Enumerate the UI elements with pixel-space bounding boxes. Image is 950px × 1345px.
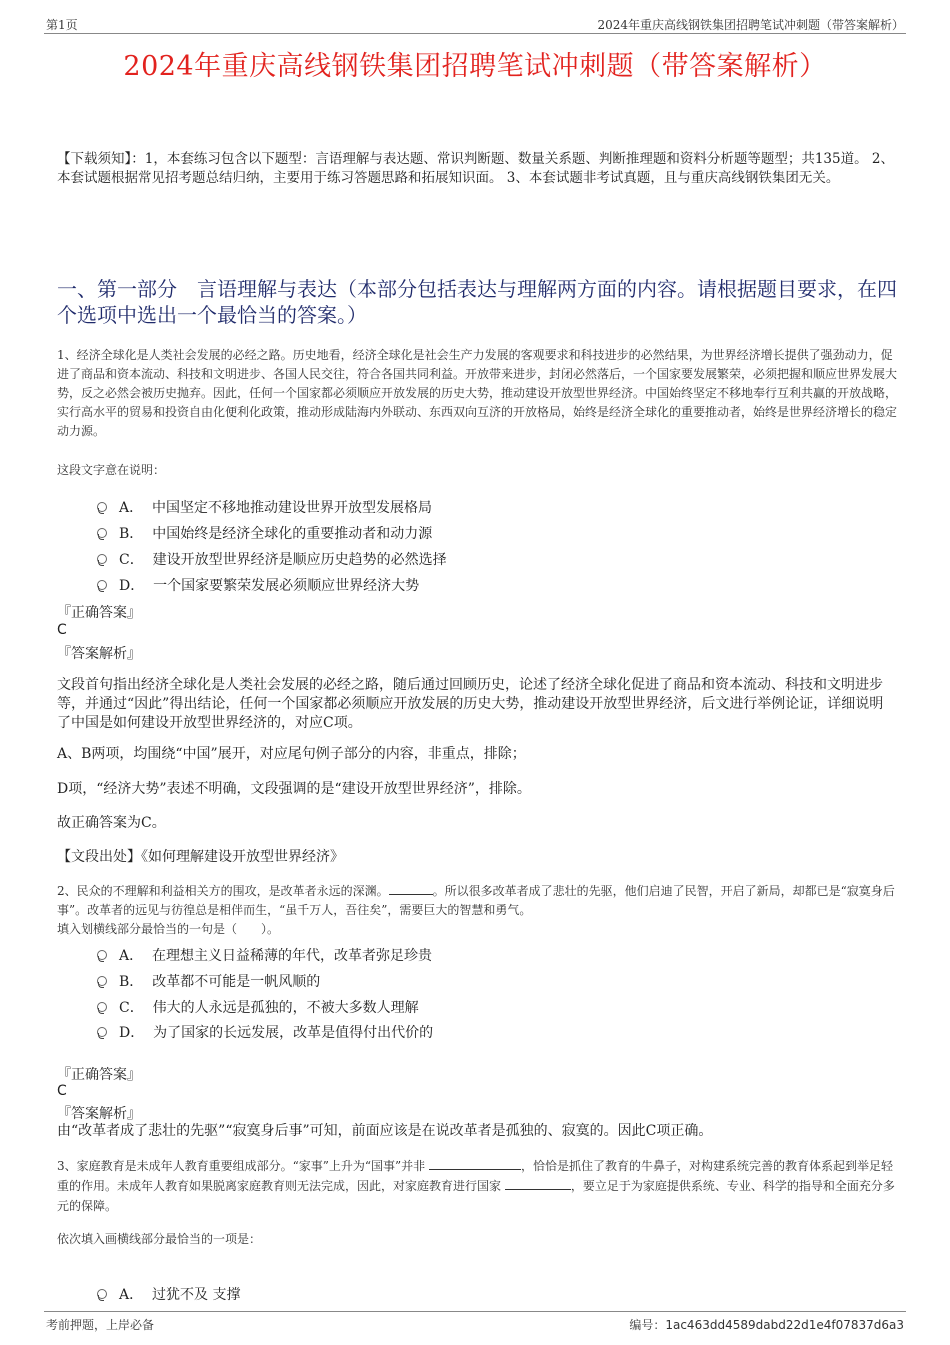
question-2-option-d[interactable]: D． 为了国家的长远发展，改革是值得付出代价的 <box>97 1022 433 1042</box>
question-1-answer-label: 『正确答案』 <box>57 605 141 621</box>
question-2-option-a[interactable]: A． 在理想主义日益稀薄的年代，改革者弥足珍贵 <box>97 945 432 965</box>
radio-icon[interactable] <box>97 580 107 590</box>
question-1-option-a[interactable]: A． 中国坚定不移地推动建设世界开放型发展格局 <box>97 497 432 517</box>
footer-slogan: 考前押题，上岸必备 <box>46 1318 155 1332</box>
radio-icon[interactable] <box>97 1002 107 1012</box>
question-3-option-a[interactable]: A． 过犹不及 支撑 <box>97 1284 240 1304</box>
question-1-analysis-p1: 文段首句指出经济全球化是人类社会发展的必经之路，随后通过回顾历史，论述了经济全球化促进了商品和资本流动、科技和文明进步等，并通过“因此”得出结论，任何一个国家都必须顺应开放发展的历史大势，推动建设开放型世界经济，后文进行举例论证，详细说明了中国是如何建设开放型世界经济的，对应C项。 <box>57 677 884 731</box>
fill-blank <box>389 894 433 895</box>
radio-icon[interactable] <box>97 554 107 564</box>
question-2-answer: C <box>57 1083 67 1099</box>
radio-icon[interactable] <box>97 1289 107 1299</box>
footer-code: 编号：1ac463dd4589dabd22d1e4f07837d6a3 <box>629 1318 904 1332</box>
question-2-analysis: 由“改革者成了悲壮的先驱”“寂寞身后事”可知，前面应该是在说改革者是孤独的、寂寞的。因此C项正确。 <box>57 1123 713 1139</box>
question-2-option-c[interactable]: C． 伟大的人永远是孤独的，不被大多数人理解 <box>97 997 419 1017</box>
page-number: 第1页 <box>46 18 78 32</box>
question-2-option-b[interactable]: B． 改革都不可能是一帆风顺的 <box>97 971 320 991</box>
question-1-option-c[interactable]: C． 建设开放型世界经济是顺应历史趋势的必然选择 <box>97 549 447 569</box>
radio-icon[interactable] <box>97 950 107 960</box>
radio-icon[interactable] <box>97 976 107 986</box>
question-2-text: 2、民众的不理解和利益相关方的围攻，是改革者永远的深渊。 。所以很多改革者成了悲壮的先驱，他们启迪了民智，开启了新局，却都已是“寂寞身后事”。改革者的远见与彷徨总是相伴而生，“虽千万人，吾往矣”，需要巨大的智慧和勇气。 <box>57 884 895 917</box>
section-heading: 一、第一部分 言语理解与表达（本部分包括表达与理解两方面的内容。请根据题目要求，在四个选项中选出一个最恰当的答案。） <box>57 277 897 327</box>
question-1-answer: C <box>57 622 67 638</box>
download-notice: 【下载须知】：1，本套练习包含以下题型：言语理解与表达题、常识判断题、数量关系题、判断推理题和资料分析题等题型；共135道。 2、本套试题根据常见招考题总结归纳，主要用于练习答题思路和拓展知识面。 3、本套试题非考试真题，且与重庆高线钢铁集团无关。 <box>57 151 894 186</box>
radio-icon[interactable] <box>97 502 107 512</box>
question-3-text: 3、家庭教育是未成年人教育重要组成部分。“家事”上升为“国事”并非 ，恰恰是抓住了教育的牛鼻子，对构建系统完善的教育体系起到举足轻重的作用。未成年人教育如果脱离家庭教育则无法完成，因此，对家庭教育进行国家 ，要立足于为家庭提供系统、专业、科学的指导和全面充分多元的保障。 <box>57 1159 895 1213</box>
footer-divider <box>44 1311 906 1312</box>
fill-blank <box>429 1169 521 1170</box>
document-title: 2024年重庆高线钢铁集团招聘笔试冲刺题（带答案解析） <box>123 51 827 82</box>
question-1-source: 【文段出处】《如何理解建设开放型世界经济》 <box>57 849 344 865</box>
fill-blank <box>505 1189 571 1190</box>
running-header-title: 2024年重庆高线钢铁集团招聘笔试冲刺题（带答案解析） <box>597 18 904 32</box>
radio-icon[interactable] <box>97 528 107 538</box>
header-divider <box>44 33 906 34</box>
question-1-analysis-p2: A、B两项，均围绕“中国”展开，对应尾句例子部分的内容，非重点，排除； <box>57 746 526 762</box>
question-1-option-b[interactable]: B． 中国始终是经济全球化的重要推动者和动力源 <box>97 523 432 543</box>
question-1-analysis-p4: 故正确答案为C。 <box>57 815 166 831</box>
question-2-prompt: 填入划横线部分最恰当的一句是（ ）。 <box>57 922 280 936</box>
question-1-analysis-label: 『答案解析』 <box>57 646 141 662</box>
radio-icon[interactable] <box>97 1027 107 1037</box>
question-1-text: 1、经济全球化是人类社会发展的必经之路。历史地看，经济全球化是社会生产力发展的客观要求和科技进步的必然结果，为世界经济增长提供了强劲动力，促进了商品和资本流动、科技和文明进步、各国人民交往，符合各国共同利益。开放带来进步，封闭必然落后，一个国家要发展繁荣，必须把握和顺应世界发展大势，反之必然会被历史抛弃。因此，任何一个国家都必须顺应开放发展的历史大势，推动建设开放型世界经济。中国始终坚定不移地奉行互利共赢的开放战略，实行高水平的贸易和投资自由化便利化政策，推动形成陆海内外联动、东西双向互济的开放格局，始终是经济全球化的重要推动者，始终是世界经济增长的稳定动力源。 <box>57 348 898 438</box>
question-3-prompt: 依次填入画横线部分最恰当的一项是： <box>57 1232 262 1246</box>
question-2-answer-label: 『正确答案』 <box>57 1067 141 1083</box>
question-2-analysis-label: 『答案解析』 <box>57 1106 141 1122</box>
question-1-option-d[interactable]: D． 一个国家要繁荣发展必须顺应世界经济大势 <box>97 575 419 595</box>
question-1-prompt: 这段文字意在说明： <box>57 463 166 477</box>
question-1-analysis-p3: D项，“经济大势”表述不明确，文段强调的是“建设开放型世界经济”，排除。 <box>57 781 531 797</box>
